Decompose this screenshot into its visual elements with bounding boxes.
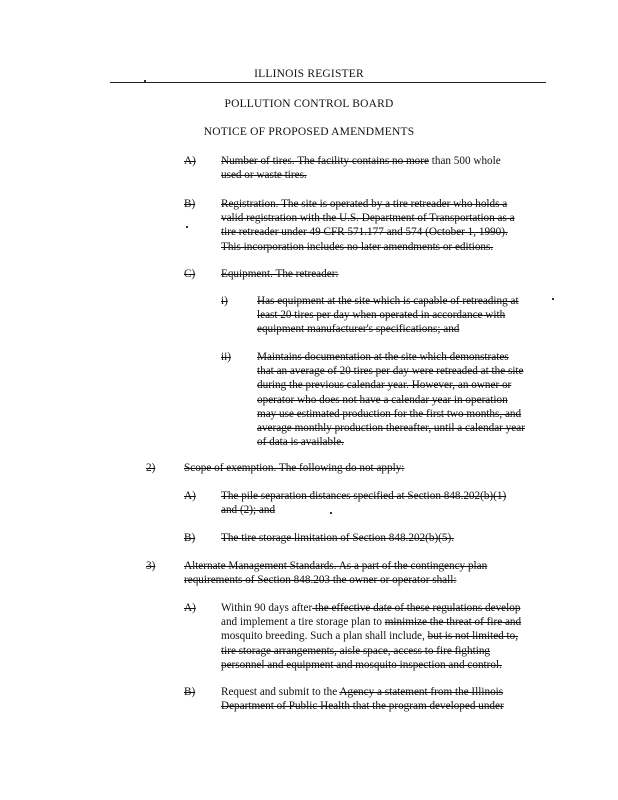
item-ci-line: equipment manufacturer's specifications; and xyxy=(257,323,460,336)
alt-b-label: B) xyxy=(184,686,196,698)
alt-a-plain: mosquito breeding. Such a plan shall include, xyxy=(221,630,428,643)
item-b-text xyxy=(221,197,561,254)
alt-line: Alternate Management Standards. As a part of the contingency plan xyxy=(184,560,488,572)
alt-text xyxy=(184,559,564,587)
alt-label: 3) xyxy=(146,560,156,572)
item-cii-label: ii) xyxy=(221,351,231,363)
item-a-line2: used or waste tires. xyxy=(221,169,307,182)
item-cii-text xyxy=(257,350,567,449)
alt-a-strike: the effective date of these regulations develop xyxy=(312,602,521,614)
alt-line: requirements of Section 848.203 the owner or operator shall: xyxy=(184,574,457,587)
alt-b-plain: Request and submit to the xyxy=(221,686,340,698)
scan-speck xyxy=(552,298,554,300)
item-cii-line: Maintains documentation at the site which demonstrates xyxy=(257,351,509,363)
alt-a-plain: and implement a tire storage plan to xyxy=(221,616,385,629)
item-a-plain: than 500 whole xyxy=(428,155,501,167)
item-b-line: valid registration with the U.S. Department of Transportation as a xyxy=(221,212,515,225)
scope-a-text xyxy=(221,489,561,517)
item-a-label: A) xyxy=(184,155,196,167)
item-cii-line: that an average of 20 tires per day were retreaded at the site xyxy=(257,365,524,378)
scope-a-line: The pile separation distances specified at Section 848.202(b)(1) xyxy=(221,490,507,502)
item-b-line: Registration. The site is operated by a tire retreader who holds a xyxy=(221,198,508,210)
header-rule xyxy=(110,82,546,83)
item-b-line: This incorporation includes no later amendments or editions. xyxy=(221,240,494,253)
scan-speck xyxy=(144,80,146,82)
item-c-text: Equipment. The retreader: xyxy=(221,268,339,280)
item-ci-line: least 20 tires per day when operated in accordance with xyxy=(257,309,506,322)
alt-b-text xyxy=(221,685,561,713)
scope-a-line: and (2); and xyxy=(221,504,276,517)
item-ci-text xyxy=(257,294,557,337)
alt-a-line: tire storage arrangements, aisle space, access to fire fighting xyxy=(221,644,491,657)
item-cii-line: average monthly production thereafter, until a calendar year xyxy=(257,422,525,435)
alt-a-line: personnel and equipment and mosquito inspection and control. xyxy=(221,658,502,671)
notice-title: NOTICE OF PROPOSED AMENDMENTS xyxy=(203,126,415,138)
scan-speck xyxy=(330,512,332,514)
scope-text: Scope of exemption. The following do not apply: xyxy=(184,462,405,474)
scope-b-text: The tire storage limitation of Section 848.202(b)(5). xyxy=(221,532,455,544)
item-cii-line: may use estimated production for the first two months, and xyxy=(257,407,522,420)
item-b-line: tire retreader under 49 CFR 571.177 and 574 (October 1, 1990). xyxy=(221,226,508,239)
item-cii-line: during the previous calendar year. However, an owner or xyxy=(257,379,512,392)
item-a-strike: Number of tires. The facility contains no more xyxy=(221,155,429,167)
item-cii-line: operator who does not have a calendar year in operation xyxy=(257,393,508,406)
alt-b-strike: Agency a statement from the Illinois xyxy=(339,686,504,698)
agency-title: POLLUTION CONTROL BOARD xyxy=(224,98,394,110)
alt-b-strike: Department of Public Health xyxy=(221,700,350,713)
scope-label: 2) xyxy=(146,462,156,474)
scope-a-label: A) xyxy=(184,490,196,502)
alt-b-plain: that the program developed under xyxy=(349,700,504,713)
item-c-label: C) xyxy=(184,268,196,280)
item-ci-line: Has equipment at the site which is capable of retreading at xyxy=(257,295,519,307)
item-a-text xyxy=(221,154,561,182)
alt-a-strike: minimize the threat of fire and xyxy=(384,616,522,629)
item-ci-label: i) xyxy=(221,295,228,307)
item-cii-line: of data is available. xyxy=(257,436,344,449)
scan-speck xyxy=(186,226,188,228)
item-b-label: B) xyxy=(184,198,196,210)
register-title: ILLINOIS REGISTER xyxy=(254,68,364,80)
alt-a-plain: Within 90 days after xyxy=(221,602,313,614)
alt-a-label: A) xyxy=(184,602,196,614)
alt-a-text xyxy=(221,601,561,672)
alt-a-strike: but is not limited to, xyxy=(427,630,519,643)
scope-b-label: B) xyxy=(184,532,196,544)
